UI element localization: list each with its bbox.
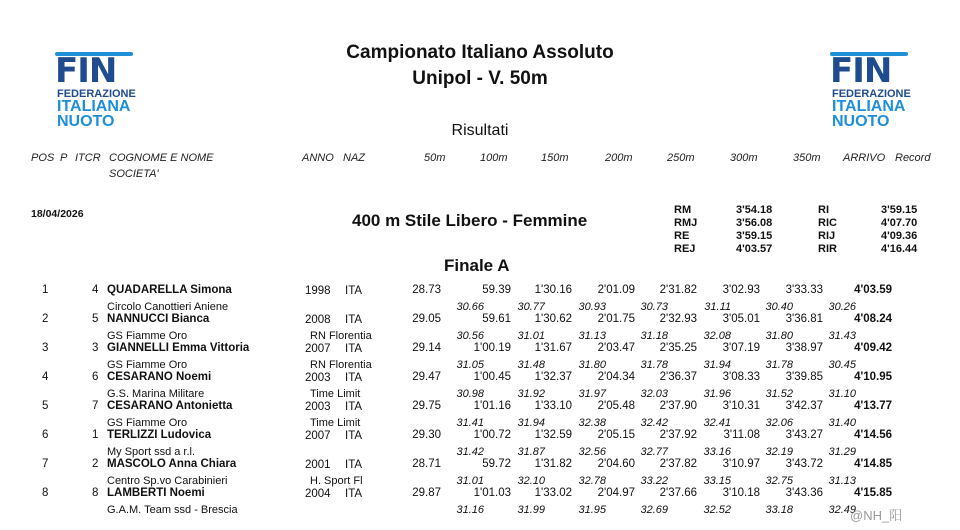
logo-line1: FEDERAZIONE xyxy=(57,88,136,100)
nationality: ITA xyxy=(345,401,363,413)
col-name: COGNOME E NOME xyxy=(109,152,214,164)
logo-line2: ITALIANA xyxy=(57,98,131,115)
partial-time: 31.80 xyxy=(578,359,606,371)
partial-time: 31.87 xyxy=(517,446,545,458)
partial-time: 30.26 xyxy=(828,301,856,313)
partial-time: 31.41 xyxy=(456,417,484,429)
col-50m: 50m xyxy=(424,152,446,164)
record-code: RM xyxy=(674,204,692,216)
result-lane: 8 xyxy=(92,487,99,499)
split-time: 3'10.18 xyxy=(722,487,760,499)
partial-time: 31.99 xyxy=(517,504,545,516)
final-time: 4'03.59 xyxy=(854,284,892,296)
watermark-text: @NH_阳 xyxy=(850,508,903,523)
result-position: 7 xyxy=(42,458,49,470)
qualification-note: H. Sport Fl xyxy=(310,475,363,487)
partial-time: 32.10 xyxy=(517,475,545,487)
split-time: 1'01.16 xyxy=(473,400,511,412)
col-anno: ANNO xyxy=(302,152,334,164)
logo-line2: ITALIANA xyxy=(832,98,906,115)
result-position: 1 xyxy=(42,284,49,296)
nationality: ITA xyxy=(345,343,363,355)
record-code: RIR xyxy=(818,243,837,255)
partial-time: 30.66 xyxy=(456,301,484,313)
split-time: 2'05.48 xyxy=(597,400,635,412)
partial-time: 31.18 xyxy=(640,330,668,342)
partial-time: 32.19 xyxy=(765,446,793,458)
athlete-society: Centro Sp.vo Carabinieri xyxy=(107,475,228,487)
fin-logo-right xyxy=(830,50,910,130)
event-date: 18/04/2026 xyxy=(31,208,84,220)
partial-time: 33.16 xyxy=(703,446,731,458)
athlete-society: G.A.M. Team ssd - Brescia xyxy=(107,504,238,516)
final-time: 4'13.77 xyxy=(854,400,892,412)
result-position: 2 xyxy=(42,313,49,325)
result-lane: 2 xyxy=(92,458,99,470)
partial-time: 31.78 xyxy=(640,359,668,371)
partial-time: 31.94 xyxy=(517,417,545,429)
athlete-name: CESARANO Antonietta xyxy=(107,400,233,412)
partial-time: 31.10 xyxy=(828,388,856,400)
final-time: 4'14.85 xyxy=(854,458,892,470)
split-time: 59.72 xyxy=(482,458,511,470)
athlete-society: GS Fiamme Oro xyxy=(107,359,188,371)
col-300m: 300m xyxy=(730,152,758,164)
split-time: 1'31.67 xyxy=(534,342,572,354)
result-row xyxy=(0,312,960,341)
result-row xyxy=(0,370,960,399)
split-time: 1'30.16 xyxy=(534,284,572,296)
split-time: 2'31.82 xyxy=(659,284,697,296)
record-code: RE xyxy=(674,230,690,242)
split-time: 59.39 xyxy=(482,284,511,296)
col-society: SOCIETA' xyxy=(109,168,159,180)
final-time: 4'15.85 xyxy=(854,487,892,499)
athlete-name: NANNUCCI Bianca xyxy=(107,313,210,325)
col-record: Record xyxy=(895,152,931,164)
partial-time: 33.22 xyxy=(640,475,668,487)
split-time: 1'00.72 xyxy=(473,429,511,441)
record-time: 4'03.57 xyxy=(736,243,773,255)
col-150m: 150m xyxy=(541,152,569,164)
split-time: 3'33.33 xyxy=(785,284,823,296)
partial-time: 30.40 xyxy=(765,301,793,313)
split-time: 28.71 xyxy=(412,458,441,470)
final-time: 4'14.56 xyxy=(854,429,892,441)
partial-time: 33.15 xyxy=(703,475,731,487)
partial-time: 32.77 xyxy=(640,446,668,458)
split-time: 29.87 xyxy=(412,487,441,499)
split-time: 2'36.37 xyxy=(659,371,697,383)
final-time: 4'08.24 xyxy=(854,313,892,325)
split-time: 1'32.59 xyxy=(534,429,572,441)
split-time: 1'30.62 xyxy=(534,313,572,325)
partial-time: 32.78 xyxy=(578,475,606,487)
record-time: 4'09.36 xyxy=(881,230,918,242)
col-200m: 200m xyxy=(605,152,633,164)
record-time: 3'59.15 xyxy=(881,204,918,216)
athlete-society: Circolo Canottieri Aniene xyxy=(107,301,229,313)
split-time: 3'10.97 xyxy=(722,458,760,470)
partial-time: 33.18 xyxy=(765,504,793,516)
result-row xyxy=(0,428,960,457)
birth-year: 2004 xyxy=(305,488,331,500)
split-time: 2'04.34 xyxy=(597,371,635,383)
split-time: 28.73 xyxy=(412,284,441,296)
split-time: 2'03.47 xyxy=(597,342,635,354)
event-title: 400 m Stile Libero - Femmine xyxy=(352,211,588,230)
result-lane: 1 xyxy=(92,429,99,441)
record-time: 3'59.15 xyxy=(736,230,773,242)
partial-time: 31.13 xyxy=(578,330,606,342)
split-time: 2'37.66 xyxy=(659,487,697,499)
nationality: ITA xyxy=(345,430,363,442)
partial-time: 31.96 xyxy=(703,388,731,400)
birth-year: 2003 xyxy=(305,372,331,384)
athlete-name: QUADARELLA Simona xyxy=(107,284,232,296)
result-position: 8 xyxy=(42,487,49,499)
partial-time: 30.45 xyxy=(828,359,856,371)
split-time: 3'42.37 xyxy=(785,400,823,412)
partial-time: 32.42 xyxy=(640,417,668,429)
split-time: 29.14 xyxy=(412,342,441,354)
partial-time: 32.49 xyxy=(828,504,856,516)
col-p: P xyxy=(60,152,68,164)
athlete-society: GS Fiamme Oro xyxy=(107,417,188,429)
result-row xyxy=(0,457,960,486)
nationality: ITA xyxy=(345,459,363,471)
result-row xyxy=(0,341,960,370)
split-time: 2'37.82 xyxy=(659,458,697,470)
col-350m: 350m xyxy=(793,152,821,164)
final-title: Finale A xyxy=(444,256,510,275)
birth-year: 2003 xyxy=(305,401,331,413)
result-lane: 7 xyxy=(92,400,99,412)
results-heading: Risultati xyxy=(451,122,509,139)
split-time: 2'04.60 xyxy=(597,458,635,470)
record-code: RIJ xyxy=(818,230,836,242)
col-pos: POS xyxy=(31,152,55,164)
col-naz: NAZ xyxy=(343,152,365,164)
qualification-note: Time Limit xyxy=(310,417,361,429)
split-time: 3'38.97 xyxy=(785,342,823,354)
partial-time: 31.95 xyxy=(578,504,606,516)
partial-time: 32.38 xyxy=(578,417,606,429)
col-itcr: ITCR xyxy=(75,152,101,164)
split-time: 1'33.02 xyxy=(534,487,572,499)
partial-time: 30.93 xyxy=(578,301,606,313)
result-position: 6 xyxy=(42,429,49,441)
record-time: 4'07.70 xyxy=(881,217,918,229)
logo-brand: FIN xyxy=(830,51,892,91)
col-100m: 100m xyxy=(480,152,508,164)
split-time: 29.47 xyxy=(412,371,441,383)
partial-time: 31.05 xyxy=(456,359,484,371)
split-time: 3'39.85 xyxy=(785,371,823,383)
nationality: ITA xyxy=(345,488,363,500)
split-time: 3'43.27 xyxy=(785,429,823,441)
partial-time: 30.56 xyxy=(456,330,484,342)
partial-time: 32.03 xyxy=(640,388,668,400)
split-time: 2'37.90 xyxy=(659,400,697,412)
record-code: RI xyxy=(818,204,829,216)
athlete-society: My Sport ssd a r.l. xyxy=(107,446,196,458)
record-time: 3'54.18 xyxy=(736,204,773,216)
result-lane: 3 xyxy=(92,342,99,354)
qualification-note: RN Florentia xyxy=(310,359,372,371)
partial-time: 30.77 xyxy=(517,301,545,313)
partial-time: 32.41 xyxy=(703,417,731,429)
partial-time: 31.11 xyxy=(704,301,731,313)
partial-time: 31.94 xyxy=(703,359,731,371)
result-position: 4 xyxy=(42,371,49,383)
result-row xyxy=(0,283,960,312)
col-arrivo: ARRIVO xyxy=(843,152,886,164)
birth-year: 2007 xyxy=(305,430,331,442)
split-time: 29.30 xyxy=(412,429,441,441)
split-time: 3'07.19 xyxy=(722,342,760,354)
partial-time: 31.29 xyxy=(828,446,856,458)
split-time: 3'05.01 xyxy=(722,313,760,325)
partial-time: 31.16 xyxy=(456,504,484,516)
split-time: 1'33.10 xyxy=(534,400,572,412)
record-time: 4'16.44 xyxy=(881,243,918,255)
final-time: 4'10.95 xyxy=(854,371,892,383)
split-time: 3'43.72 xyxy=(785,458,823,470)
col-250m: 250m xyxy=(667,152,695,164)
split-time: 3'02.93 xyxy=(722,284,760,296)
split-time: 1'32.37 xyxy=(534,371,572,383)
athlete-name: CESARANO Noemi xyxy=(107,371,212,383)
split-time: 3'11.08 xyxy=(723,429,760,441)
result-lane: 4 xyxy=(92,284,99,296)
partial-time: 32.08 xyxy=(703,330,731,342)
partial-time: 32.56 xyxy=(578,446,606,458)
birth-year: 2001 xyxy=(305,459,331,471)
split-time: 29.05 xyxy=(412,313,441,325)
split-time: 2'35.25 xyxy=(659,342,697,354)
split-time: 2'05.15 xyxy=(597,429,635,441)
split-time: 1'01.03 xyxy=(473,487,511,499)
split-time: 2'37.92 xyxy=(659,429,697,441)
nationality: ITA xyxy=(345,314,363,326)
partial-time: 30.98 xyxy=(456,388,484,400)
partial-time: 31.80 xyxy=(765,330,793,342)
qualification-note: RN Florentia xyxy=(310,330,372,342)
split-time: 1'31.82 xyxy=(534,458,572,470)
result-position: 5 xyxy=(42,400,49,412)
result-position: 3 xyxy=(42,342,49,354)
partial-time: 31.52 xyxy=(765,388,793,400)
split-time: 2'04.97 xyxy=(597,487,635,499)
logo-brand: FIN xyxy=(55,51,117,91)
birth-year: 2008 xyxy=(305,314,331,326)
partial-time: 31.42 xyxy=(456,446,484,458)
birth-year: 1998 xyxy=(305,285,331,297)
logo-line3: NUOTO xyxy=(57,113,115,130)
partial-time: 32.69 xyxy=(640,504,668,516)
athlete-name: GIANNELLI Emma Vittoria xyxy=(107,342,250,354)
result-row xyxy=(0,399,960,428)
partial-time: 31.97 xyxy=(578,388,606,400)
nationality: ITA xyxy=(345,372,363,384)
split-time: 3'43.36 xyxy=(785,487,823,499)
split-time: 1'00.45 xyxy=(473,371,511,383)
athlete-society: GS Fiamme Oro xyxy=(107,330,188,342)
partial-time: 32.75 xyxy=(765,475,793,487)
split-time: 59.61 xyxy=(482,313,511,325)
record-code: REJ xyxy=(674,243,696,255)
partial-time: 31.01 xyxy=(517,330,545,342)
logo-line3: NUOTO xyxy=(832,113,890,130)
partial-time: 31.01 xyxy=(456,475,484,487)
partial-time: 31.40 xyxy=(828,417,856,429)
logo-line1: FEDERAZIONE xyxy=(832,88,911,100)
partial-time: 32.52 xyxy=(703,504,731,516)
athlete-name: LAMBERTI Noemi xyxy=(107,487,205,499)
partial-time: 30.73 xyxy=(640,301,668,313)
result-lane: 6 xyxy=(92,371,99,383)
nationality: ITA xyxy=(345,285,363,297)
split-time: 29.75 xyxy=(412,400,441,412)
athlete-name: MASCOLO Anna Chiara xyxy=(107,458,237,470)
page-title: Campionato Italiano Assoluto xyxy=(346,42,614,63)
split-time: 2'32.93 xyxy=(659,313,697,325)
partial-time: 32.06 xyxy=(765,417,793,429)
partial-time: 31.92 xyxy=(517,388,545,400)
partial-time: 31.43 xyxy=(828,330,856,342)
partial-time: 31.13 xyxy=(828,475,856,487)
split-time: 1'00.19 xyxy=(473,342,511,354)
athlete-name: TERLIZZI Ludovica xyxy=(107,429,212,441)
record-code: RIC xyxy=(818,217,837,229)
athlete-society: G.S. Marina Militare xyxy=(107,388,205,400)
split-time: 3'36.81 xyxy=(785,313,823,325)
partial-time: 31.48 xyxy=(517,359,545,371)
split-time: 2'01.75 xyxy=(597,313,635,325)
partial-time: 31.78 xyxy=(765,359,793,371)
birth-year: 2007 xyxy=(305,343,331,355)
record-code: RMJ xyxy=(674,217,698,229)
result-lane: 5 xyxy=(92,313,99,325)
result-row xyxy=(0,486,960,515)
split-time: 3'08.33 xyxy=(722,371,760,383)
split-time: 2'01.09 xyxy=(597,284,635,296)
page-subtitle: Unipol - V. 50m xyxy=(412,68,548,89)
split-time: 3'10.31 xyxy=(722,400,760,412)
qualification-note: Time Limit xyxy=(310,388,361,400)
record-time: 3'56.08 xyxy=(736,217,773,229)
final-time: 4'09.42 xyxy=(854,342,892,354)
fin-logo-left xyxy=(55,50,135,130)
